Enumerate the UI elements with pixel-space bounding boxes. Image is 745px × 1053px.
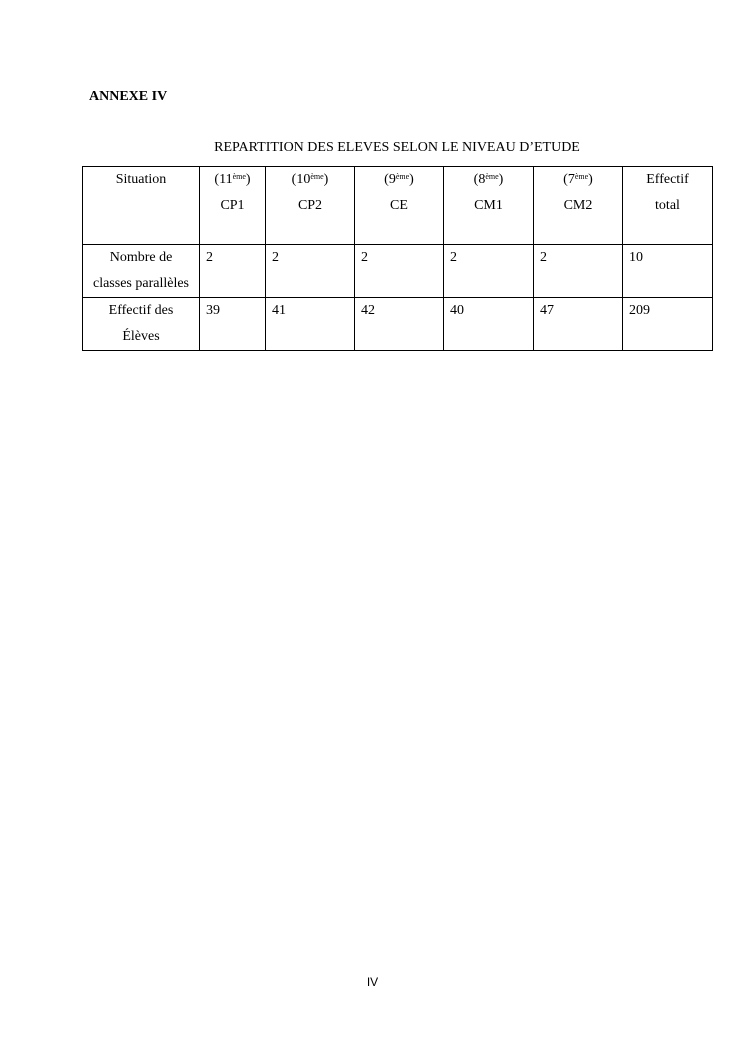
header-situation: Situation — [83, 167, 200, 245]
header-level-cm2: (7ème) CM2 — [534, 167, 623, 245]
table-cell: 47 — [534, 298, 623, 351]
table-cell: 2 — [534, 245, 623, 298]
table-header-row — [83, 167, 713, 245]
table-cell: 2 — [355, 245, 444, 298]
table-cell: 2 — [266, 245, 355, 298]
table-cell: 2 — [200, 245, 266, 298]
table-cell-total: 10 — [623, 245, 713, 298]
header-total: Effectif total — [623, 167, 713, 245]
page-number: IV — [366, 975, 379, 989]
header-level-ce: (9ème) CE — [355, 167, 444, 245]
table-cell-total: 209 — [623, 298, 713, 351]
table-row — [83, 298, 713, 351]
table-row — [83, 245, 713, 298]
table-cell: 2 — [444, 245, 534, 298]
row-label-eleves: Effectif des Élèves — [83, 298, 200, 351]
distribution-table — [82, 166, 713, 351]
table-cell: 40 — [444, 298, 534, 351]
header-level-cp1: (11ème) CP1 — [200, 167, 266, 245]
table-cell: 42 — [355, 298, 444, 351]
table-cell: 41 — [266, 298, 355, 351]
header-level-cm1: (8ème) CM1 — [444, 167, 534, 245]
table-cell: 39 — [200, 298, 266, 351]
header-level-cp2: (10ème) CP2 — [266, 167, 355, 245]
table-caption: REPARTITION DES ELEVES SELON LE NIVEAU D’ETUDE — [214, 140, 580, 155]
row-label-classes: Nombre de classes parallèles — [83, 245, 200, 298]
annex-title: ANNEXE IV — [89, 89, 168, 104]
